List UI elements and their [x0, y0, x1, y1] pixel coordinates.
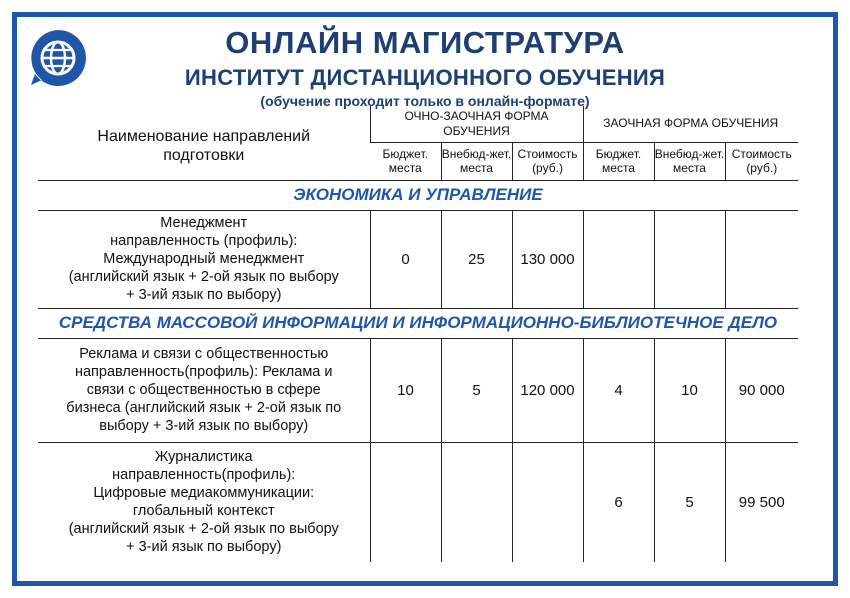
section-title: ЭКОНОМИКА И УПРАВЛЕНИЕ — [38, 180, 798, 210]
value-cell: 130 000 — [512, 210, 583, 308]
table-row — [38, 210, 798, 308]
header-row — [38, 106, 798, 142]
value-cell — [370, 442, 441, 562]
group-header-extramural: ЗАОЧНАЯ ФОРМА ОБУЧЕНИЯ — [583, 106, 798, 142]
table-row — [38, 338, 798, 442]
value-cell: 10 — [654, 338, 725, 442]
section-row — [38, 180, 798, 210]
value-cell: 0 — [370, 210, 441, 308]
value-cell: 120 000 — [512, 338, 583, 442]
value-cell — [583, 210, 654, 308]
value-cell: 6 — [583, 442, 654, 562]
value-cell: 90 000 — [725, 338, 798, 442]
subheader-paid: Внебюд-жет. места — [441, 142, 512, 180]
programs-table — [38, 106, 798, 562]
program-name: Реклама и связи с общественностью направленность(профиль): Реклама и связи с общественностью в сфере бизнеса (английский язык + 2-ой язык по выбору + 3-ий язык по выбору) — [38, 338, 370, 442]
subheader-budget: Бюджет. места — [370, 142, 441, 180]
section-row — [38, 308, 798, 338]
program-name: Журналистика направленность(профиль): Цифровые медиакоммуникации: глобальный контекст (английский язык + 2-ой язык по выбору + 3-ий язык по выбору) — [68, 449, 339, 556]
value-cell: 4 — [583, 338, 654, 442]
section-title: СРЕДСТВА МАССОВОЙ ИНФОРМАЦИИ И ИНФОРМАЦИОННО-БИБЛИОТЕЧНОЕ ДЕЛО — [38, 308, 798, 338]
page-title: ОНЛАЙН МАГИСТРАТУРА — [225, 25, 625, 60]
subheader-paid: Внебюд-жет. места — [654, 142, 725, 180]
group-header-part-time: ОЧНО-ЗАОЧНАЯ ФОРМА ОБУЧЕНИЯ — [370, 106, 583, 142]
value-cell — [441, 442, 512, 562]
value-cell: 5 — [441, 338, 512, 442]
format-note: (обучение проходит только в онлайн-формате) — [260, 93, 590, 109]
value-cell — [654, 210, 725, 308]
value-cell: 25 — [441, 210, 512, 308]
table-row — [38, 442, 798, 562]
value-cell: 10 — [370, 338, 441, 442]
subheader-budget: Бюджет. места — [583, 142, 654, 180]
value-cell — [512, 442, 583, 562]
page-subtitle: ИНСТИТУТ ДИСТАНЦИОННОГО ОБУЧЕНИЯ — [184, 65, 666, 90]
subheader-cost: Стоимость (руб.) — [725, 142, 798, 180]
subheader-cost: Стоимость (руб.) — [512, 142, 583, 180]
program-name: Менеджмент направленность (профиль): Международный менеджмент (английский язык + 2-ой язык по выбору + 3-ий язык по выбору) — [38, 210, 370, 308]
name-column-header: Наименование направлений подготовки — [38, 106, 370, 180]
value-cell: 99 500 — [725, 442, 798, 562]
value-cell: 5 — [654, 442, 725, 562]
value-cell — [725, 210, 798, 308]
